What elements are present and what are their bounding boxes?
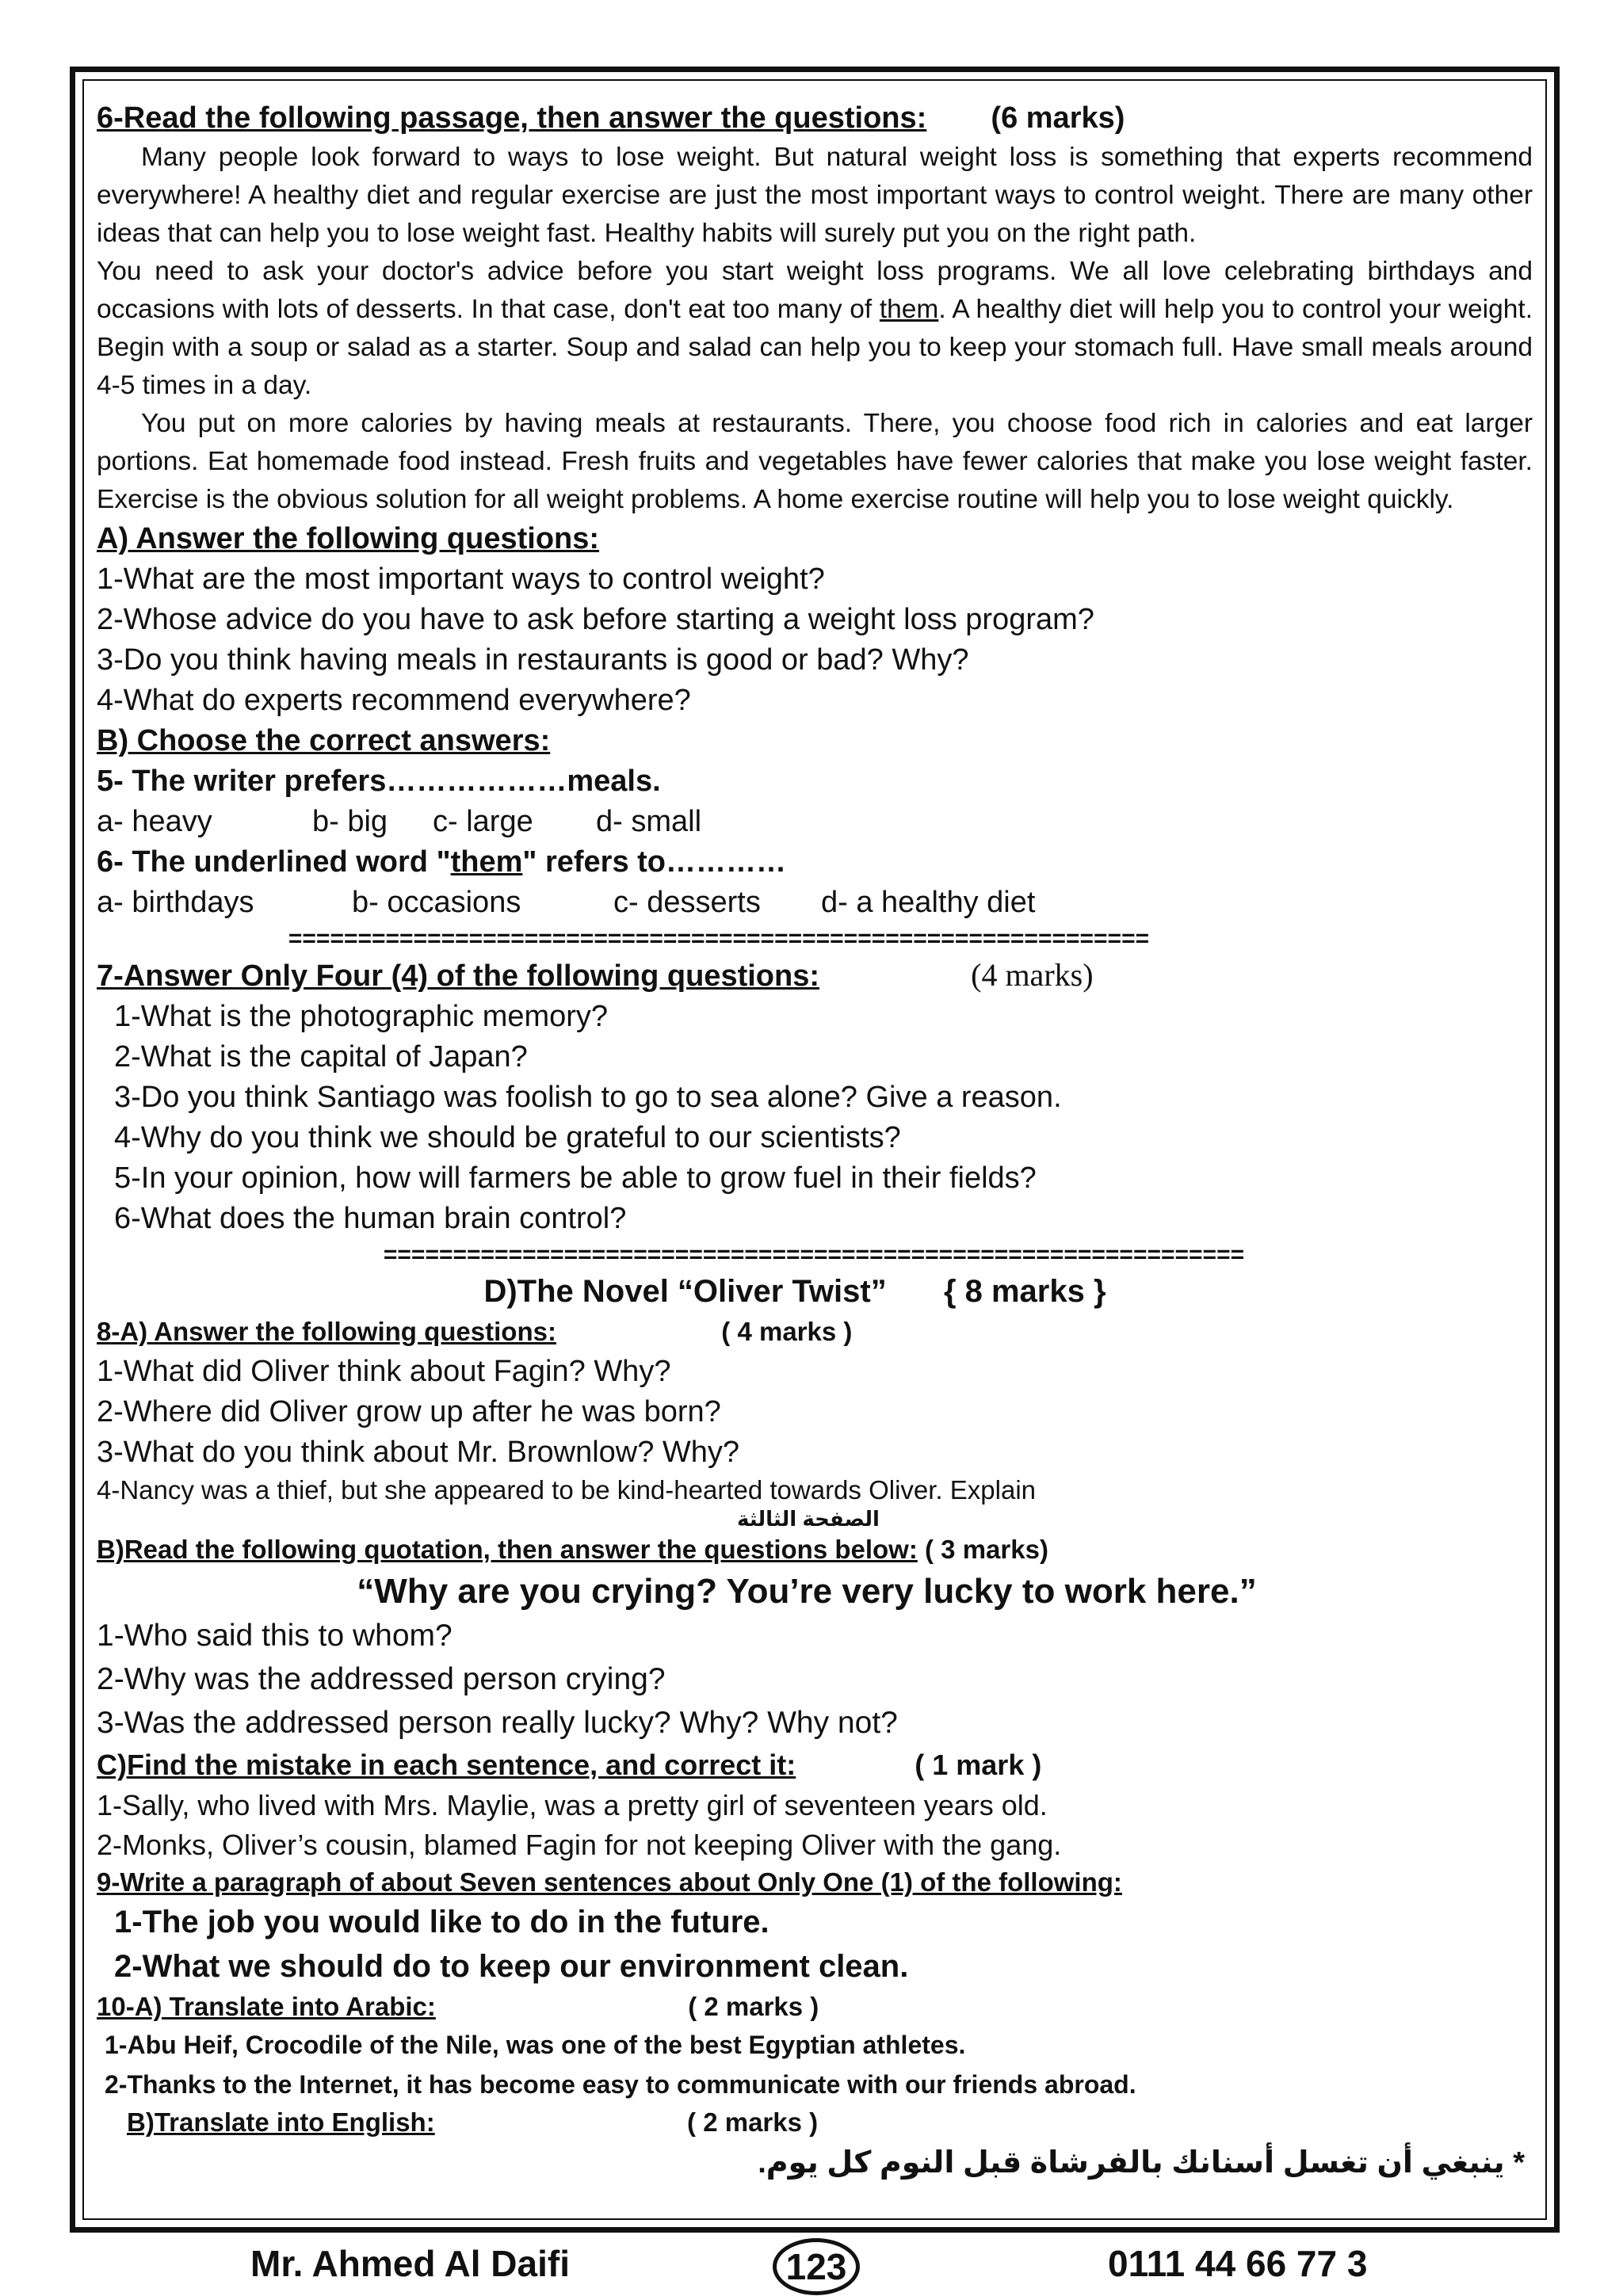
q8a-question: 2-Where did Oliver grow up after he was born? (97, 1395, 721, 1428)
passage-paragraph-1: Many people look forward to ways to lose weight. But natural weight loss is something that experts recommend everywhere! A healthy diet and regular exercise are just the most important ways to control weight. There are many other ideas that can help you to lose weight fast. Healthy habits will surely put you on the right path. (97, 143, 1533, 248)
novel-marks: { 8 marks } (943, 1274, 1106, 1309)
q8a-heading: 8-A) Answer the following questions: (97, 1317, 556, 1346)
q6-part-a-heading: A) Answer the following questions: (97, 522, 600, 555)
q5-option: b- big (312, 805, 388, 838)
q7-question-list (97, 997, 1533, 1239)
exam-content (97, 98, 1533, 2185)
separator-line: ============================================================== (288, 925, 1150, 952)
arabic-translation-sentence: * ينبغي أن تغسل أسنانك بالفرشاة قبل النوم كل يوم. (758, 2146, 1525, 2180)
q6-a-question: 4-What do experts recommend everywhere? (97, 684, 691, 717)
q9-topic: 2-What we should do to keep our environment clean. (114, 1949, 909, 1984)
q7-question: 6-What does the human brain control? (114, 1202, 627, 1235)
q6-stem: 6- The underlined word "them" refers to………… (97, 845, 787, 879)
arabic-page-note: الصفحة الثالثة (737, 1507, 880, 1531)
q6-a-question: 3-Do you think having meals in restaurants is good or bad? Why? (97, 643, 969, 677)
q8b-heading-line (97, 1530, 1533, 1569)
q10b-heading-line (97, 2104, 1533, 2141)
q8b-question: 1-Who said this to whom? (97, 1619, 453, 1653)
q10b-heading: B)Translate into English: (127, 2107, 435, 2137)
q7-question: 1-What is the photographic memory? (114, 1000, 609, 1033)
passage-paragraph-2: You need to ask your doctor's advice before you start weight loss programs. We all love celebrating birthdays and occasions with lots of desserts. In that case, don't eat too many of them. A healthy diet will help you to control your weight. Begin with a soup or salad as a starter. Soup and salad can help you to keep your stomach full. Have small meals around 4-5 times in a day. (97, 257, 1533, 400)
q10a-heading: 10-A) Translate into Arabic: (97, 1992, 436, 2021)
q9-heading: 9-Write a paragraph of about Seven sentences about Only One (1) of the following: (97, 1867, 1122, 1897)
q5-option: a- heavy (97, 805, 212, 838)
q8a-question: 3-What do you think about Mr. Brownlow? Why? (97, 1436, 740, 1469)
q10b-marks: ( 2 marks ) (687, 2107, 819, 2137)
q7-question: 4-Why do you think we should be grateful to our scientists? (114, 1121, 901, 1154)
separator-line: ============================================================== (383, 1241, 1245, 1268)
q5-options (97, 802, 1533, 842)
q8c-sentence: 2-Monks, Oliver’s cousin, blamed Fagin for not keeping Oliver with the gang. (97, 1829, 1062, 1861)
q6-option: a- birthdays (97, 886, 254, 919)
q8c-heading: C)Find the mistake in each sentence, and correct it: (97, 1749, 796, 1781)
q7-question: 3-Do you think Santiago was foolish to go to sea alone? Give a reason. (114, 1081, 1062, 1114)
q10a-marks: ( 2 marks ) (688, 1992, 819, 2021)
q8b-question: 2-Why was the addressed person crying? (97, 1662, 666, 1696)
q8b-marks: ( 3 marks) (925, 1535, 1048, 1564)
novel-title: D)The Novel “Oliver Twist” (483, 1274, 887, 1309)
q6-heading-line (97, 98, 1533, 139)
passage-paragraph-3: You put on more calories by having meals at restaurants. There, you choose food rich in calories and eat larger portions. Eat homemade food instead. Fresh fruits and vegetables have fewer calories that make you lose weight faster. Exercise is the obvious solution for all weight problems. A home exercise routine will help you to lose weight quickly. (97, 409, 1533, 514)
q8a-question: 1-What did Oliver think about Fagin? Why? (97, 1355, 671, 1388)
q7-heading: 7-Answer Only Four (4) of the following questions: (97, 959, 819, 993)
q8b-heading: B)Read the following quotation, then answer the questions below: (97, 1535, 918, 1564)
q9-topic: 1-The job you would like to do in the future. (114, 1905, 769, 1939)
q8a-heading-line (97, 1312, 1533, 1352)
q8c-marks: ( 1 mark ) (915, 1749, 1042, 1781)
phone-number: 0111 44 66 77 3 (1108, 2243, 1368, 2284)
q8a-question: 4-Nancy was a thief, but she appeared to be kind-hearted towards Oliver. Explain (97, 1475, 1037, 1505)
q6-option: b- occasions (352, 886, 521, 919)
q7-marks: (4 marks) (971, 957, 1094, 993)
q6-heading: 6-Read the following passage, then answer the questions: (97, 101, 927, 135)
q6-part-b-heading: B) Choose the correct answers: (97, 724, 551, 757)
q6-a-question: 2-Whose advice do you have to ask before starting a weight loss program? (97, 603, 1094, 636)
q7-heading-line (97, 955, 1533, 997)
q8c-sentence: 1-Sally, who lived with Mrs. Maylie, was a pretty girl of seventeen years old. (97, 1789, 1048, 1821)
q8a-marks: ( 4 marks ) (721, 1317, 853, 1346)
q10a-heading-line (97, 1989, 1533, 2025)
q6-option: d- a healthy diet (821, 886, 1036, 919)
q5-option: d- small (596, 805, 702, 838)
q8c-heading-line (97, 1745, 1533, 1786)
q6-a-question: 1-What are the most important ways to control weight? (97, 563, 825, 596)
page-footer (0, 2238, 1623, 2294)
q10a-sentence: 2-Thanks to the Internet, it has become easy to communicate with our friends abroad. (105, 2070, 1136, 2099)
q5-stem: 5- The writer prefers………………meals. (97, 765, 661, 798)
q6-option: c- desserts (613, 886, 761, 919)
q10a-sentence: 1-Abu Heif, Crocodile of the Nile, was one of the best Egyptian athletes. (105, 2031, 966, 2059)
q7-question: 5-In your opinion, how will farmers be able to grow fuel in their fields? (114, 1161, 1037, 1195)
q8b-question: 3-Was the addressed person really lucky? Why? Why not? (97, 1706, 898, 1740)
q6-options (97, 883, 1533, 923)
novel-quotation: “Why are you crying? You’re very lucky to work here.” (357, 1572, 1257, 1611)
underlined-word-them: them (879, 295, 939, 324)
novel-title-line (97, 1271, 1533, 1312)
q7-question: 2-What is the capital of Japan? (114, 1040, 528, 1074)
page-number: 123 (773, 2238, 860, 2295)
q6-marks: (6 marks) (991, 101, 1125, 135)
q5-option: c- large (433, 805, 533, 838)
author-name: Mr. Ahmed Al Daifi (250, 2243, 570, 2284)
